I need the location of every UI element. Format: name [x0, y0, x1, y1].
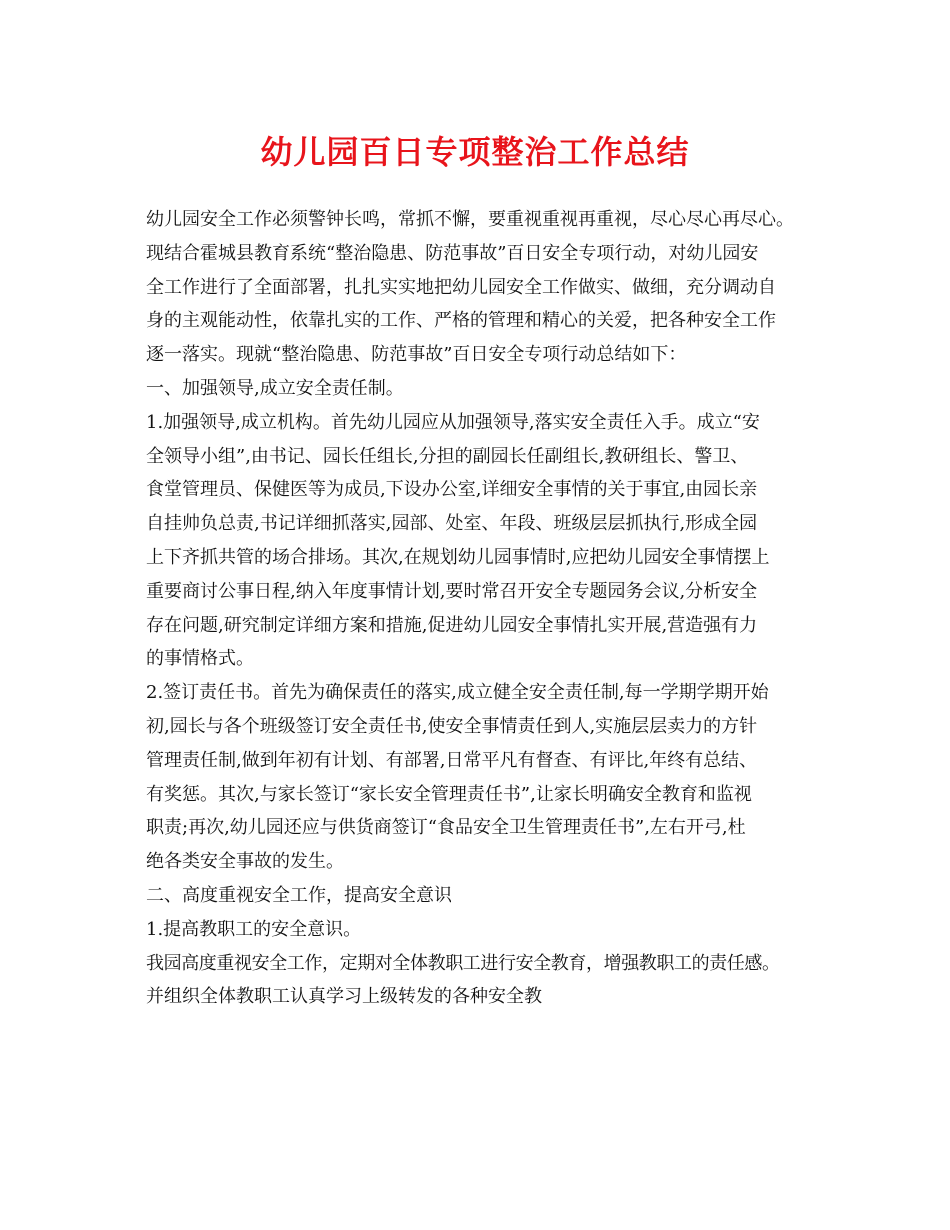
paragraph-line: 1.加强领导,成立机构。首先幼儿园应从加强领导,落实安全责任入手。成立“安 [146, 411, 760, 433]
paragraph-line: 身的主观能动性，依靠扎实的工作、严格的管理和精心的关爱，把各种安全工作 [146, 310, 776, 332]
paragraph-line: 食堂管理员、保健医等为成员,下设办公室,详细安全事情的关于事宜,由园长亲 [146, 479, 758, 501]
paragraph-line: 2.签订责任书。首先为确保责任的落实,成立健全安全责任制,每一学期学期开始 [146, 682, 769, 704]
paragraph-line: 我园高度重视安全工作，定期对全体教职工进行安全教育，增强教职工的责任感。 [146, 952, 780, 974]
section-heading: 一、加强领导,成立安全责任制。 [146, 377, 404, 399]
paragraph-line: 幼儿园安全工作必须警钟长鸣，常抓不懈，要重视重视再重视，尽心尽心再尽心。 [146, 209, 794, 230]
paragraph-line: 的事情格式。 [146, 648, 254, 670]
paragraph-line: 逐一落实。现就“整治隐患、防范事故”百日安全专项行动总结如下： [146, 344, 687, 366]
subsection-heading: 1.提高教职工的安全意识。 [146, 918, 362, 940]
paragraph-line: 自挂帅负总责,书记详细抓落实,园部、处室、年段、班级层层抓执行,形成全园 [146, 513, 758, 535]
paragraph-line: 职责;再次,幼儿园还应与供货商签订“食品安全卫生管理责任书”,左右开弓,杜 [146, 817, 746, 839]
document-title: 幼儿园百日专项整治工作总结 [260, 133, 690, 171]
paragraph-line: 全领导小组”,由书记、园长任组长,分担的副园长任副组长,教研组长、警卫、 [146, 445, 749, 467]
paragraph-line: 绝各类安全事故的发生。 [146, 851, 344, 873]
paragraph-line: 初,园长与各个班级签订安全责任书,使安全事情责任到人,实施层层卖力的方针 [146, 715, 758, 737]
paragraph-line: 并组织全体教职工认真学习上级转发的各种安全教 [146, 986, 542, 1008]
paragraph-line: 现结合霍城县教育系统“整治隐患、防范事故”百日安全专项行动，对幼儿园安 [146, 242, 759, 264]
paragraph-line: 有奖惩。其次,与家长签订“家长安全管理责任书”,让家长明确安全教育和监视 [146, 783, 752, 805]
paragraph-line: 重要商讨公事日程,纳入年度事情计划,要时常召开安全专题园务会议,分析安全 [146, 580, 758, 602]
paragraph-line: 上下齐抓共管的场合排场。其次,在规划幼儿园事情时,应把幼儿园安全事情摆上 [146, 546, 770, 568]
section-heading: 二、高度重视安全工作，提高安全意识 [146, 884, 452, 906]
paragraph-line: 全工作进行了全面部署，扎扎实实地把幼儿园安全工作做实、做细，充分调动自 [146, 276, 776, 298]
paragraph-line: 存在问题,研究制定详细方案和措施,促进幼儿园安全事情扎实开展,营造强有力 [146, 614, 758, 636]
paragraph-line: 管理责任制,做到年初有计划、有部署,日常平凡有督查、有评比,年终有总结、 [146, 749, 758, 771]
document-body [146, 203, 836, 1014]
